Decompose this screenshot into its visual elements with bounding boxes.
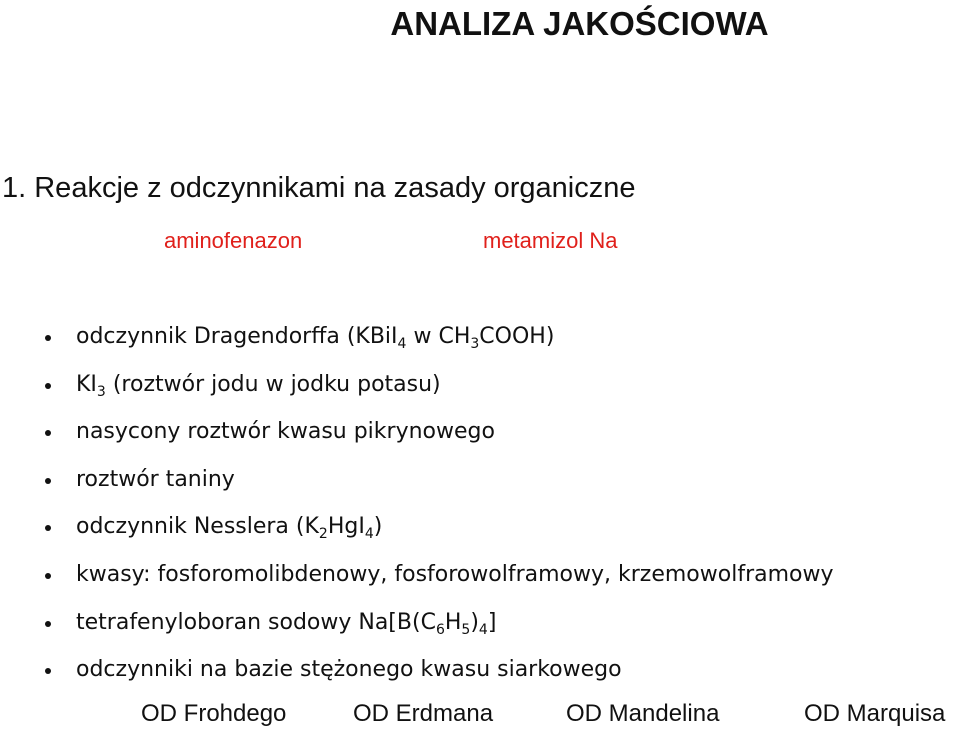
list-item: odczynniki na bazie stężonego kwasu siarkowego [40,655,955,703]
od-reagent-row [0,699,959,729]
bullet-icon [45,478,51,484]
od-mandelina: OD Mandelina [566,700,720,727]
reagent-list [40,322,955,703]
bullet-icon [45,525,51,531]
list-item: roztwór taniny [40,465,955,513]
list-item: $KI_3$ (roztwór jodu w jodku potasu) [40,370,955,418]
od-erdmana: OD Erdmana [353,700,494,727]
bullet-icon [45,335,51,341]
list-item: nasycony roztwór kwasu pikrynowego [40,417,955,465]
bullet-icon [45,430,51,436]
list-item: odczynnik Dragendorffa (KBiI$_4$ w $CH_3COOH$) [40,322,955,370]
list-item: kwasy: fosforomolibdenowy, fosforowolframowy, krzemowolframowy [40,560,955,608]
list-item: tetrafenyloboran sodowy $Na[B(C_6H_5)_4]$ [40,608,955,656]
od-marquisa: OD Marquisa [804,700,946,727]
bullet-icon [45,383,51,389]
drug-metamizol-na: metamizol Na [483,228,618,253]
drug-aminofenazon: aminofenazon [164,228,303,253]
bullet-icon [45,668,51,674]
page-title: ANALIZA JAKOŚCIOWA [390,5,769,42]
section-heading: 1. Reakcje z odczynnikami na zasady organiczne [2,172,636,204]
list-item: odczynnik Nesslera $(K_2HgI_4)$ [40,512,955,560]
bullet-icon [45,621,51,627]
bullet-icon [45,573,51,579]
od-frohdego: OD Frohdego [141,700,287,727]
